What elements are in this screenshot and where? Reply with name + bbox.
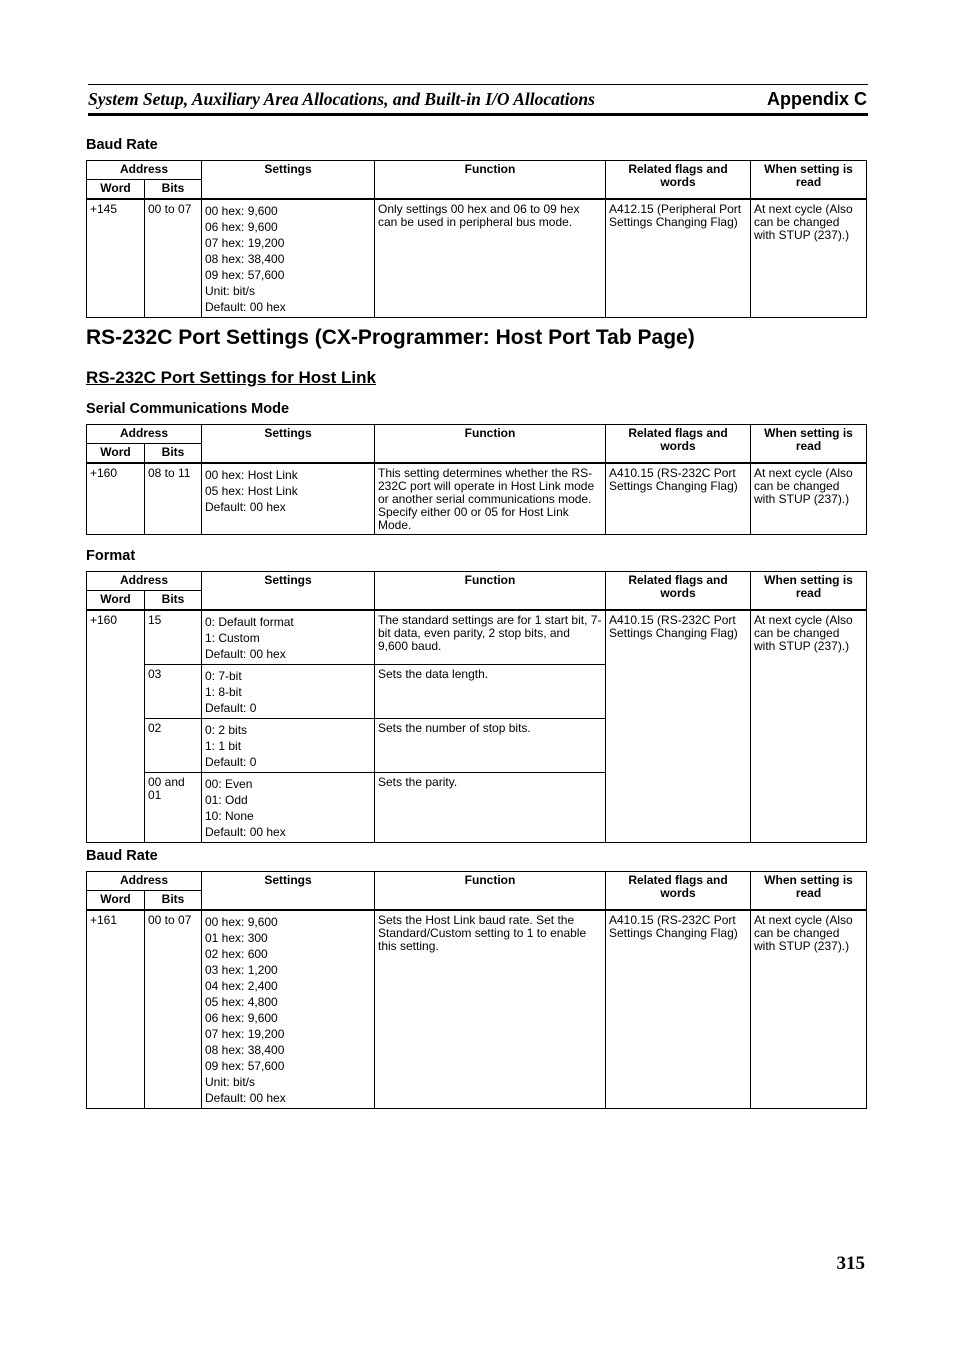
setting-line: 03 hex: 1,200 xyxy=(205,963,278,977)
col-header-function: Function xyxy=(375,425,606,464)
col-header-word: Word xyxy=(87,591,145,611)
col-header-function: Function xyxy=(375,872,606,911)
setting-line: 08 hex: 38,400 xyxy=(205,1043,285,1057)
setting-line: 07 hex: 19,200 xyxy=(205,1027,285,1041)
table-row xyxy=(87,463,867,535)
cell-when: At next cycle (Also can be changed with STUP (237).) xyxy=(751,910,867,1109)
setting-line: 05 hex: Host Link xyxy=(205,484,298,498)
col-header-when: When setting is read xyxy=(751,161,867,200)
cell-function: Sets the Host Link baud rate. Set the Standard/Custom setting to 1 to enable this setting. xyxy=(375,910,606,1109)
format-table xyxy=(86,571,867,843)
cell-function: Sets the data length. xyxy=(375,665,606,719)
cell-bits: 00 and 01 xyxy=(145,773,202,843)
cell-word: +160 xyxy=(87,610,145,843)
cell-when: At next cycle (Also can be changed with STUP (237).) xyxy=(751,199,867,318)
col-header-bits: Bits xyxy=(145,180,202,200)
cell-bits: 02 xyxy=(145,719,202,773)
col-header-settings: Settings xyxy=(202,572,375,611)
header-rule-top xyxy=(88,84,868,85)
cell-function: This setting determines whether the RS-232C port will operate in Host Link mode or another serial communications mode. Specify either 00 or 05 for Host Link Mode. xyxy=(375,463,606,535)
section-title-serial-mode: Serial Communications Mode xyxy=(86,401,290,417)
setting-line: 07 hex: 19,200 xyxy=(205,236,285,250)
cell-settings xyxy=(202,719,375,773)
col-header-settings: Settings xyxy=(202,425,375,464)
setting-line: 08 hex: 38,400 xyxy=(205,252,285,266)
setting-line: 09 hex: 57,600 xyxy=(205,1059,285,1073)
section-title-baud-rate-2: Baud Rate xyxy=(86,848,158,864)
running-header-title: System Setup, Auxiliary Area Allocations, and Built-in I/O Allocations xyxy=(88,89,595,109)
section-title-format: Format xyxy=(86,548,136,564)
baud-rate-table-2 xyxy=(86,871,867,1109)
setting-line: 00 hex: 9,600 xyxy=(205,204,278,218)
cell-bits: 15 xyxy=(145,610,202,665)
setting-line: 05 hex: 4,800 xyxy=(205,995,278,1009)
col-header-word: Word xyxy=(87,180,145,200)
cell-settings xyxy=(202,463,375,535)
col-header-related: Related flags and words xyxy=(606,572,751,611)
serial-mode-table xyxy=(86,424,867,535)
col-header-related: Related flags and words xyxy=(606,161,751,200)
setting-line: Default: 00 hex xyxy=(205,300,286,314)
table-row xyxy=(87,910,867,1109)
cell-word: +145 xyxy=(87,199,145,318)
col-header-bits: Bits xyxy=(145,891,202,911)
setting-line: Default: 00 hex xyxy=(205,647,286,661)
setting-line: Default: 00 hex xyxy=(205,825,286,839)
setting-line: Default: 0 xyxy=(205,701,257,715)
cell-function: Sets the number of stop bits. xyxy=(375,719,606,773)
page-number: 315 xyxy=(836,1253,865,1274)
col-header-when: When setting is read xyxy=(751,572,867,611)
setting-line: 01 hex: 300 xyxy=(205,931,268,945)
setting-line: 06 hex: 9,600 xyxy=(205,1011,278,1025)
setting-line: 04 hex: 2,400 xyxy=(205,979,278,993)
col-header-settings: Settings xyxy=(202,872,375,911)
cell-when: At next cycle (Also can be changed with STUP (237).) xyxy=(751,463,867,535)
setting-line: 10: None xyxy=(205,809,254,823)
col-header-function: Function xyxy=(375,161,606,200)
col-header-related: Related flags and words xyxy=(606,872,751,911)
col-header-when: When setting is read xyxy=(751,425,867,464)
cell-settings xyxy=(202,610,375,665)
setting-line: Default: 00 hex xyxy=(205,1091,286,1105)
setting-line: 0: 2 bits xyxy=(205,723,248,737)
setting-line: 1: Custom xyxy=(205,631,260,645)
cell-settings xyxy=(202,773,375,843)
setting-line: 0: 7-bit xyxy=(205,669,242,683)
setting-line: 00: Even xyxy=(205,777,253,791)
col-header-word: Word xyxy=(87,891,145,911)
col-header-address: Address xyxy=(87,161,202,180)
setting-line: 06 hex: 9,600 xyxy=(205,220,278,234)
setting-line: Unit: bit/s xyxy=(205,1075,256,1089)
main-heading: RS-232C Port Settings (CX-Programmer: Host Port Tab Page) xyxy=(86,326,695,349)
setting-line: 02 hex: 600 xyxy=(205,947,268,961)
cell-word: +161 xyxy=(87,910,145,1109)
cell-bits: 08 to 11 xyxy=(145,463,202,535)
cell-when: At next cycle (Also can be changed with STUP (237).) xyxy=(751,610,867,843)
setting-line: Default: 00 hex xyxy=(205,500,286,514)
col-header-bits: Bits xyxy=(145,591,202,611)
setting-line: 1: 8-bit xyxy=(205,685,242,699)
cell-bits: 00 to 07 xyxy=(145,199,202,318)
setting-line: 0: Default format xyxy=(205,615,294,629)
col-header-bits: Bits xyxy=(145,444,202,464)
setting-line: 09 hex: 57,600 xyxy=(205,268,285,282)
setting-line: Default: 0 xyxy=(205,755,257,769)
col-header-related: Related flags and words xyxy=(606,425,751,464)
setting-line: 00 hex: Host Link xyxy=(205,468,298,482)
cell-settings xyxy=(202,665,375,719)
cell-related: A412.15 (Peripheral Port Settings Changing Flag) xyxy=(606,199,751,318)
baud-rate-table-1 xyxy=(86,160,867,318)
cell-function: Only settings 00 hex and 06 to 09 hex can be used in peripheral bus mode. xyxy=(375,199,606,318)
cell-related: A410.15 (RS-232C Port Settings Changing Flag) xyxy=(606,463,751,535)
cell-word: +160 xyxy=(87,463,145,535)
table-row xyxy=(87,610,867,665)
cell-bits: 03 xyxy=(145,665,202,719)
cell-related: A410.15 (RS-232C Port Settings Changing Flag) xyxy=(606,910,751,1109)
setting-line: 01: Odd xyxy=(205,793,248,807)
col-header-settings: Settings xyxy=(202,161,375,200)
col-header-address: Address xyxy=(87,425,202,444)
col-header-address: Address xyxy=(87,572,202,591)
running-header-appendix: Appendix C xyxy=(766,89,867,109)
cell-function: The standard settings are for 1 start bit, 7-bit data, even parity, 2 stop bits, and 9,600 baud. xyxy=(375,610,606,665)
sub-heading: RS-232C Port Settings for Host Link xyxy=(86,368,376,387)
header-rule-bottom xyxy=(88,113,868,116)
section-title-baud-rate-1: Baud Rate xyxy=(86,137,158,153)
cell-function: Sets the parity. xyxy=(375,773,606,843)
table-row xyxy=(87,199,867,318)
cell-bits: 00 to 07 xyxy=(145,910,202,1109)
col-header-word: Word xyxy=(87,444,145,464)
col-header-address: Address xyxy=(87,872,202,891)
col-header-when: When setting is read xyxy=(751,872,867,911)
setting-line: Unit: bit/s xyxy=(205,284,256,298)
setting-line: 00 hex: 9,600 xyxy=(205,915,278,929)
cell-settings xyxy=(202,199,375,318)
cell-settings xyxy=(202,910,375,1109)
col-header-function: Function xyxy=(375,572,606,611)
cell-related: A410.15 (RS-232C Port Settings Changing Flag) xyxy=(606,610,751,843)
setting-line: 1: 1 bit xyxy=(205,739,242,753)
